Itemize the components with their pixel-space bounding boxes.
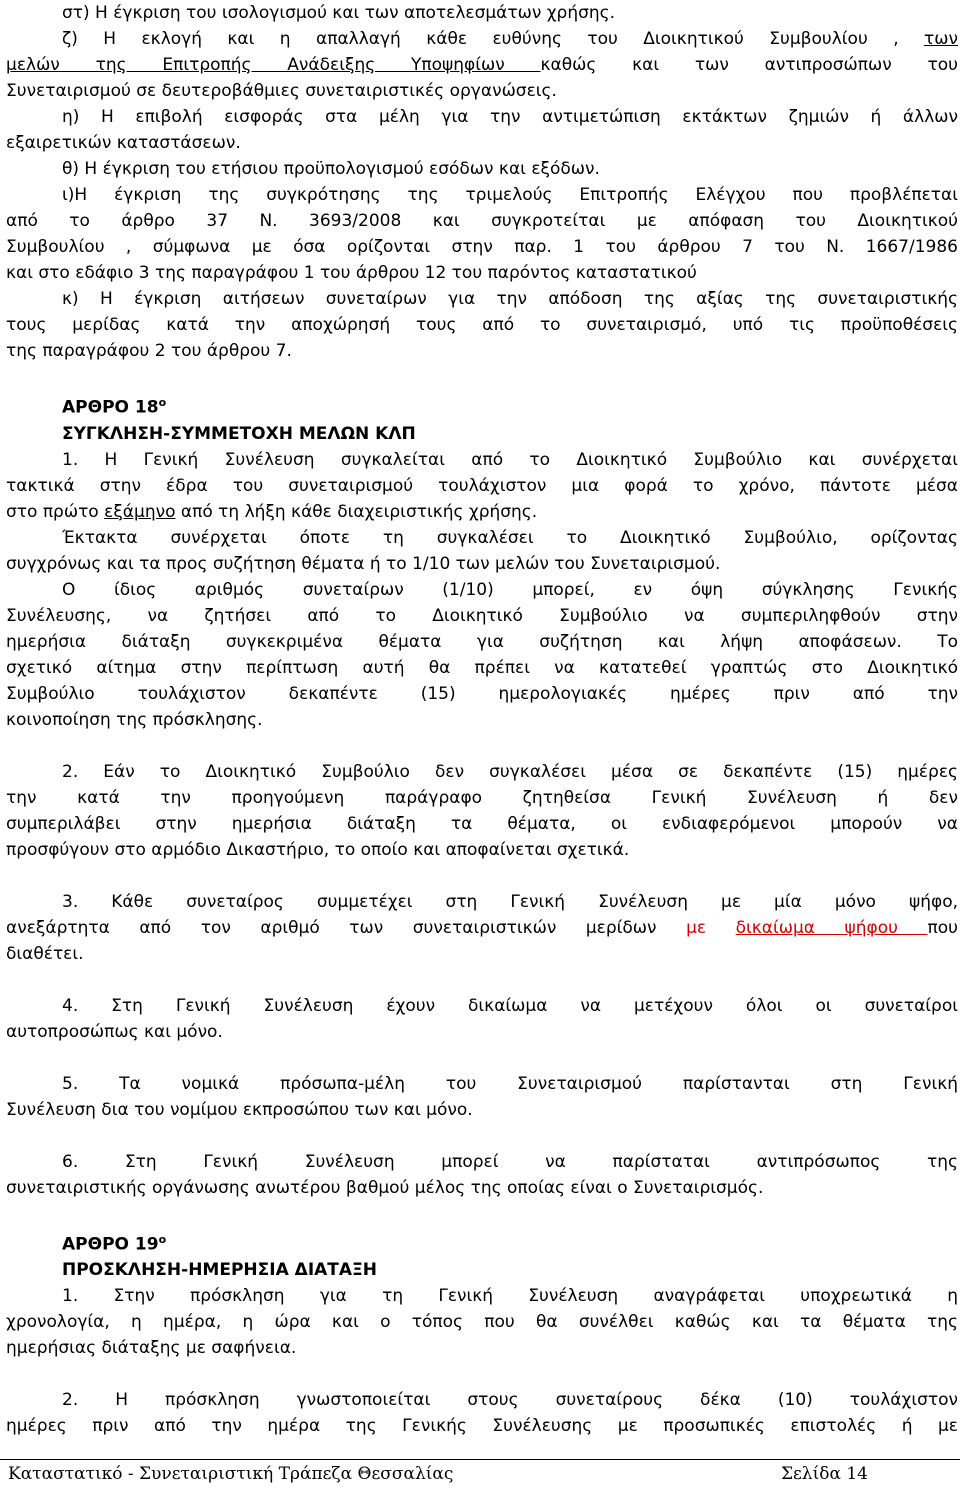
text-line: 6. Στη Γενική Συνέλευση μπορεί να παρίσταται αντιπρόσωπος της [62, 1151, 958, 1172]
article-18-title: ΣΥΓΚΛΗΣΗ-ΣΥΜΜΕΤΟΧΗ ΜΕΛΩΝ ΚΛΠ [62, 423, 416, 444]
article-number: ΑΡΘΡΟ 18 [62, 397, 159, 418]
text-line: προσφύγουν στο αρμόδιο Δικαστήριο, το οποίο και αποφαίνεται σχετικά. [6, 839, 630, 860]
text-line: Συμβούλιο τουλάχιστον δεκαπέντε (15) ημερολογιακές ημέρες πριν από την [6, 683, 958, 704]
text-run: στο πρώτο [6, 501, 105, 522]
item-z [6, 26, 958, 104]
text-line: 1. Η Γενική Συνέλευση συγκαλείται από το Διοικητικό Συμβούλιο και συνέρχεται [62, 449, 958, 470]
text-line: 2. Εάν το Διοικητικό Συμβούλιο δεν συγκαλέσει μέσα σε δεκαπέντε (15) ημέρες [62, 761, 958, 782]
text-run: καθώς και των αντιπροσώπων του [540, 55, 959, 75]
text-line [6, 499, 958, 525]
text-line: συνεταιριστικής οργάνωσης ανωτέρου βαθμού μέλος της οποίας είναι ο Συνεταιρισμός. [6, 1177, 764, 1198]
spacer [6, 1361, 958, 1387]
page-footer [8, 1461, 868, 1487]
text-run: ανεξάρτητα από τον αριθμό των συνεταιριστικών μερίδων [6, 917, 687, 938]
text-line: Συμβουλίου , σύμφωνα με όσα ορίζονται στην παρ. 1 του άρθρου 7 του Ν. 1667/1986 [6, 237, 958, 257]
item-st [6, 0, 958, 26]
red-underlined-text: δικαίωμα ψήφου [735, 917, 928, 938]
text-line: σχετικό αίτημα στην περίπτωση αυτή θα πρέπει να κατατεθεί γραπτώς στο Διοικητικό [6, 657, 958, 678]
text-line: η) Η επιβολή εισφοράς στα μέλη για την αντιμετώπιση εκτάκτων ζημιών ή άλλων [62, 107, 958, 127]
article-18-p2 [6, 759, 958, 863]
text-line: συγχρόνως και τα προς συζήτηση θέματα ή το 1/10 των μελών του Συνεταιρισμού. [6, 553, 721, 574]
item-io [6, 182, 958, 286]
footer-divider [0, 1459, 960, 1460]
spacer [6, 1045, 958, 1071]
underlined-text: των [924, 29, 958, 49]
text-line: ημερήσιας διάταξης με σαφήνεια. [6, 1338, 297, 1359]
article-18-p1b [6, 525, 958, 577]
spacer [6, 364, 958, 390]
text-run: από τη λήξη κάθε διαχειριστικής χρήσης. [175, 501, 538, 522]
article-18-p1c [6, 577, 958, 733]
item-i [6, 104, 958, 156]
text-line [6, 915, 958, 941]
text-line: τους μερίδας κατά την αποχώρησή τους από το συνεταιρισμό, υπό τις προϋποθέσεις [6, 315, 958, 335]
text-line: στ) Η έγκριση του ισολογισμού και των αποτελεσμάτων χρήσης. [62, 3, 616, 23]
text-line: τακτικά στην έδρα του συνεταιρισμού τουλάχιστον μια φορά το χρόνο, πάντοτε μέσα [6, 475, 958, 496]
article-19-p2 [6, 1387, 958, 1439]
text-run: που [927, 917, 958, 938]
text-line: από το άρθρο 37 Ν. 3693/2008 και συγκροτείται με απόφαση του Διοικητικού [6, 211, 958, 231]
text-line: θ) Η έγκριση του ετήσιου προϋπολογισμού εσόδων και εξόδων. [62, 159, 600, 179]
text-line: αυτοπροσώπως και μόνο. [6, 1021, 223, 1042]
text-line: Συνέλευσης, να ζητήσει από το Διοικητικό Συμβούλιο να συμπεριληφθούν στην [6, 605, 958, 626]
item-k [6, 286, 958, 364]
underlined-text: μελών της Επιτροπής Ανάδειξης Υποψηφίων [6, 55, 541, 75]
text-line: ι)Η έγκριση της συγκρότησης της τριμελούς Επιτροπής Ελέγχου που προβλέπεται [62, 185, 958, 205]
article-18-p5 [6, 1071, 958, 1123]
text-line: Ο ίδιος αριθμός συνεταίρων (1/10) μπορεί, εν όψη σύγκλησης Γενικής [62, 579, 958, 600]
article-18-p4 [6, 993, 958, 1045]
article-18-p6 [6, 1149, 958, 1201]
text-line: 4. Στη Γενική Συνέλευση έχουν δικαίωμα να μετέχουν όλοι οι συνεταίροι [62, 995, 958, 1016]
text-line: της παραγράφου 2 του άρθρου 7. [6, 341, 292, 361]
underlined-text: εξάμηνο [104, 501, 176, 522]
text-line: εξαιρετικών καταστάσεων. [6, 133, 241, 153]
spacer [6, 967, 958, 993]
article-number: ΑΡΘΡΟ 19 [62, 1234, 159, 1255]
footer-page-number: Σελίδα 14 [780, 1464, 868, 1484]
text-line: 2. Η πρόσκληση γνωστοποιείται στους συνεταίρους δέκα (10) τουλάχιστον [62, 1390, 958, 1411]
spacer [6, 863, 958, 889]
spacer [6, 1201, 958, 1227]
text-line: την κατά την προηγούμενη παράγραφο ζητηθείσα Γενική Συνέλευση ή δεν [6, 787, 958, 808]
text-line: Έκτακτα συνέρχεται όποτε τη συγκαλέσει το Διοικητικό Συμβούλιο, ορίζοντας [62, 527, 958, 548]
article-18-p1 [6, 447, 958, 525]
text-line: διαθέτει. [6, 943, 84, 964]
article-19-number [6, 1227, 958, 1258]
text-line: 5. Τα νομικά πρόσωπα-μέλη του Συνεταιρισμού παρίστανται στη Γενική [62, 1073, 958, 1094]
footer-document-title: Καταστατικό - Συνεταιριστική Τράπεζα Θεσσαλίας [8, 1464, 454, 1484]
article-19-p1 [6, 1283, 958, 1361]
item-th [6, 156, 958, 182]
text-line: Συνεταιρισμού σε δευτεροβάθμιες συνεταιριστικές οργανώσεις. [6, 81, 557, 101]
text-line: συμπεριλάβει στην ημερήσια διάταξη τα θέματα, οι ενδιαφερόμενοι μπορούν να [6, 813, 958, 834]
spacer [6, 733, 958, 759]
text-run: ζ) Η εκλογή και η απαλλαγή κάθε ευθύνης του Διοικητικού Συμβουλίου , [62, 29, 899, 49]
text-line: κ) Η έγκριση αιτήσεων συνεταίρων για την απόδοση της αξίας της συνεταιριστικής [62, 289, 958, 309]
text-line [6, 52, 958, 78]
article-18-number [6, 390, 958, 421]
text-line: 3. Κάθε συνεταίρος συμμετέχει στη Γενική Συνέλευση με μία μόνο ψήφο, [62, 891, 958, 912]
text-line: ημέρες πριν από την ημέρα της Γενικής Συνέλευσης με προσωπικές επιστολές ή με [6, 1416, 958, 1437]
text-line: και στο εδάφιο 3 της παραγράφου 1 του άρθρου 12 του παρόντος καταστατικού [6, 263, 697, 283]
superscript: ο [158, 396, 167, 409]
text-line: 1. Στην πρόσκληση για τη Γενική Συνέλευση αναγράφεται υποχρεωτικά η [62, 1286, 958, 1307]
superscript: ο [158, 1232, 167, 1246]
text-line: ημερήσια διάταξη συγκεκριμένα θέματα για συζήτηση και λήψη αποφάσεων. Το [6, 631, 958, 652]
spacer [6, 1123, 958, 1149]
text-line: Συνέλευση δια του νομίμου εκπροσώπου των και μόνο. [6, 1099, 473, 1120]
article-18-p3 [6, 889, 958, 967]
text-line: κοινοποίηση της πρόσκλησης. [6, 709, 263, 730]
article-19-title: ΠΡΟΣΚΛΗΣΗ-ΗΜΕΡΗΣΙΑ ΔΙΑΤΑΞΗ [62, 1260, 378, 1281]
red-text: με [686, 917, 736, 938]
text-line [6, 26, 958, 52]
text-line: χρονολογία, η ημέρα, η ώρα και ο τόπος που θα συνέλθει καθώς και τα θέματα της [6, 1312, 958, 1333]
